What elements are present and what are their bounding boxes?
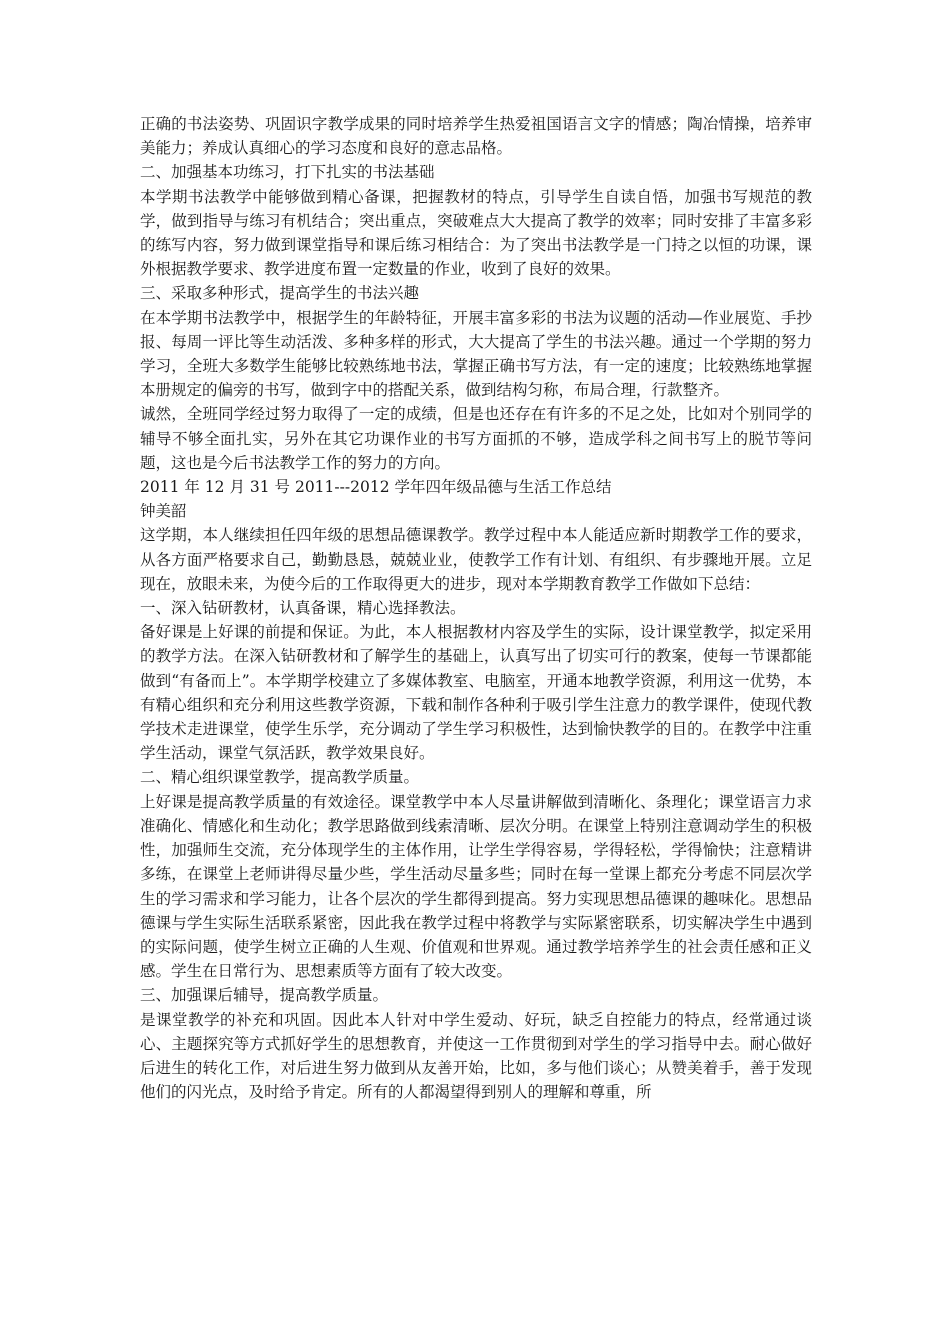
heading-section-2-calligraphy: 二、加强基本功练习，打下扎实的书法基础 (140, 163, 435, 182)
heading-section-3-calligraphy: 三、采取多种形式，提高学生的书法兴趣 (140, 284, 420, 303)
heading-section-2-moral: 二、精心组织课堂教学，提高教学质量。 (140, 768, 420, 787)
author-name: 钟美韶 (140, 502, 187, 521)
paragraph-lesson-preparation: 备好课是上好课的前提和保证。为此，本人根据教材内容及学生的实际，设计课堂教学，拟定采用的教学方法。在深入钻研教材和了解学生的基础上，认真写出了切实可行的教案，使每一节课都能做到“有备而上”。本学期学校建立了多媒体教室、电脑室，开通本地教学资源，利用这一优势，本有精心组织和充分利用这些教学资源，下载和制作各种利于吸引学生注意力的教学课件，使现代教学技术走进课堂，使学生乐学，充分调动了学生学习积极性，达到愉快教学的目的。在教学中注重学生活动，课堂气氛活跃，教学效果良好。 (140, 623, 812, 763)
paragraph-classroom-teaching: 上好课是提高教学质量的有效途径。课堂教学中本人尽量讲解做到清晰化、条理化；课堂语言力求准确化、情感化和生动化；教学思路做到线索清晰、层次分明。在课堂上特别注意调动学生的积极性，加强师生交流，充分体现学生的主体作用，让学生学得容易，学得轻松，学得愉快；注意精讲多练，在课堂上老师讲得尽量少些，学生活动尽量多些；同时在每一堂课上都充分考虑不同层次学生的学习需求和学习能力，让各个层次的学生都得到提高。努力实现思想品德课的趣味化。思想品德课与学生实际生活联系紧密，因此我在教学过程中将教学与实际紧密联系，切实解决学生中遇到的实际问题，使学生树立正确的人生观、价值观和世界观。通过教学培养学生的社会责任感和正义感。学生在日常行为、思想素质等方面有了较大改变。 (140, 792, 812, 981)
document-body (140, 112, 812, 1104)
paragraph-calligraphy-basics: 本学期书法教学中能够做到精心备课，把握教材的特点，引导学生自读自悟，加强书写规范的教学，做到指导与练习有机结合；突出重点，突破难点大大提高了教学的效率；同时安排了丰富多彩的练写内容，努力做到课堂指导和课后练习相结合：为了突出书法教学是一门持之以恒的功课，课外根据教学要求、教学进度布置一定数量的作业，收到了良好的效果。 (140, 187, 812, 279)
paragraph-after-class-tutoring: 是课堂教学的补充和巩固。因此本人针对中学生爱动、好玩，缺乏自控能力的特点，经常通过谈心、主题探究等方式抓好学生的思想教育，并使这一工作贯彻到对学生的学习指导中去。耐心做好后进生的转化工作，对后进生努力做到从友善开始，比如，多与他们谈心；从赞美着手，善于发现他们的闪光点，及时给予肯定。所有的人都渴望得到别人的理解和尊重，所 (140, 1010, 812, 1102)
paragraph-calligraphy-interest: 在本学期书法教学中，根据学生的年龄特征，开展丰富多彩的书法为议题的活动—作业展览、手抄报、每周一评比等生动活泼、多种多样的形式，大大提高了学生的书法兴趣。通过一个学期的努力学习，全班大多数学生能够比较熟练地书法，掌握正确书写方法，有一定的速度；比较熟练地掌握本册规定的偏旁的书写，做到字中的搭配关系，做到结构匀称，布局合理，行款整齐。 (140, 308, 812, 400)
paragraph-calligraphy-shortcomings: 诚然，全班同学经过努力取得了一定的成绩，但是也还存在有许多的不足之处，比如对个别同学的辅导不够全面扎实，另外在其它功课作业的书写方面抓的不够，造成学科之间书写上的脱节等问题，这也是今后书法教学工作的努力的方向。 (140, 405, 812, 472)
paragraph-intro-continuation: 正确的书法姿势、巩固识字教学成果的同时培养学生热爱祖国语言文字的情感；陶冶情操，培养审美能力；养成认真细心的学习态度和良好的意志品格。 (140, 115, 812, 158)
heading-section-3-moral: 三、加强课后辅导，提高教学质量。 (140, 986, 389, 1005)
heading-section-1-moral: 一、深入钻研教材，认真备课，精心选择教法。 (140, 599, 466, 618)
date-and-report-title: 2011 年 12 月 31 号 2011---2012 学年四年级品德与生活工作总结 (140, 478, 612, 497)
paragraph-moral-intro: 这学期，本人继续担任四年级的思想品德课教学。教学过程中本人能适应新时期教学工作的要求，从各方面严格要求自己，勤勤恳恳，兢兢业业，使教学工作有计划、有组织、有步骤地开展。立足现在，放眼未来，为使今后的工作取得更大的进步，现对本学期教育教学工作做如下总结： (140, 526, 812, 593)
